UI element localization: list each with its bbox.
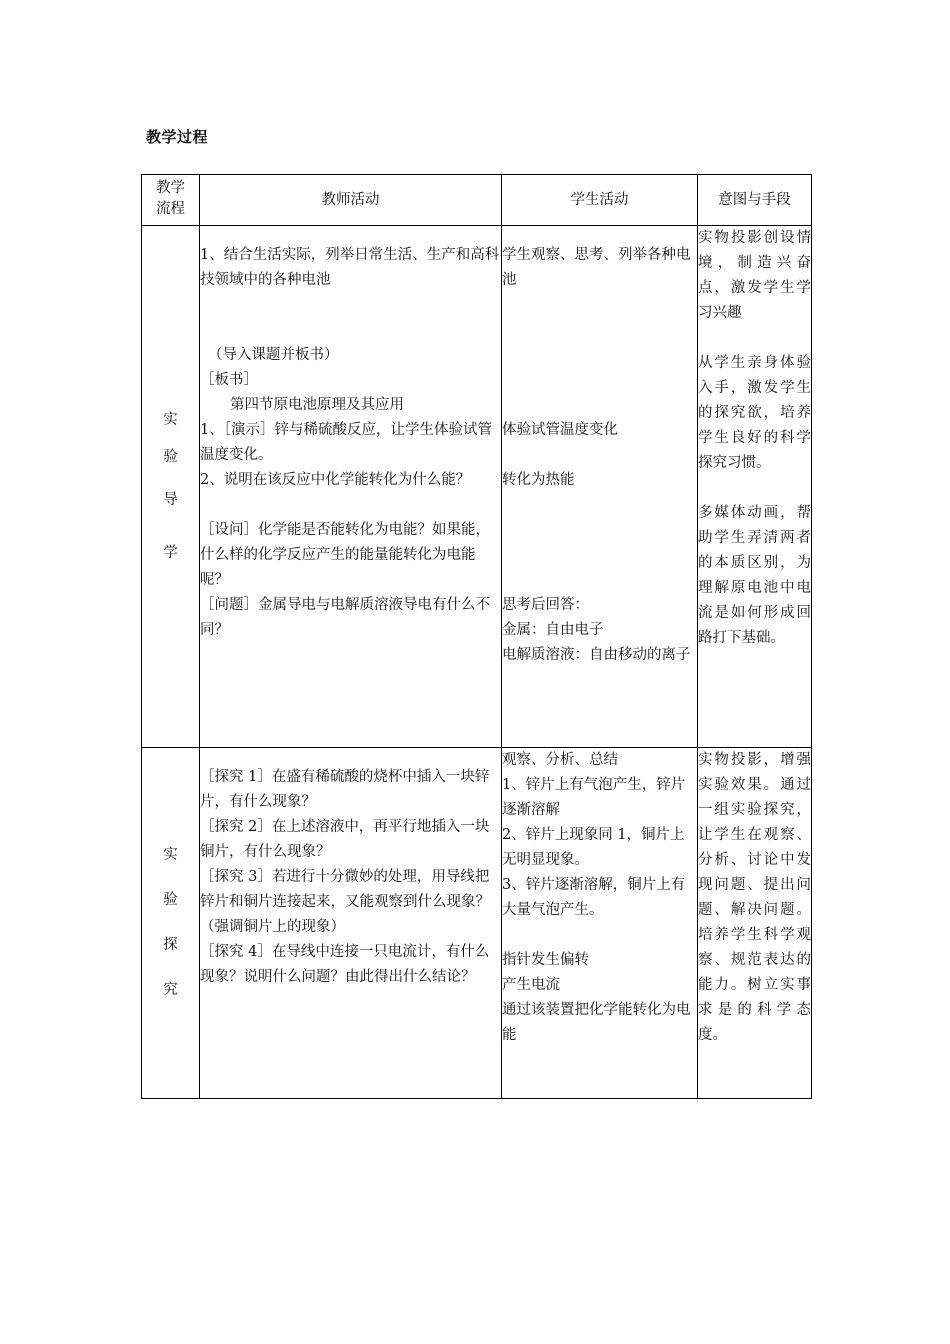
intent-cell	[698, 226, 812, 748]
student-item: 电解质溶液：自由移动的离子	[502, 647, 691, 663]
header-intent: 意图与手段	[698, 175, 812, 226]
student-item: 产生电流	[502, 977, 560, 993]
teacher-item: ［探究 1］在盛有稀硫酸的烧杯中插入一块锌片，有什么现象？	[200, 769, 490, 810]
intent-item: 实物投影，增强实验效果。通过一组实验探究，让学生在观察、分析、讨论中发现问题、提出问题、解决问题。培养学生科学观察、规范表达的能力。树立实事求是的科学态度。	[698, 752, 811, 1043]
student-activity-cell	[502, 226, 698, 748]
teacher-item: ［板书］	[200, 372, 258, 388]
stage-cell: 实 验 探 究	[142, 748, 200, 1099]
student-item: 指针发生偏转	[502, 952, 589, 968]
intent-item: 多媒体动画，帮助学生弄清两者的本质区别，为理解原电池中电流是如何形成回路打下基础。	[698, 505, 811, 646]
student-item: 转化为热能	[502, 472, 575, 488]
student-item: 1、锌片上有气泡产生，锌片逐渐溶解	[502, 777, 686, 818]
teacher-item: 1、结合生活实际，列举日常生活、生产和高科技领域中的各种电池	[200, 247, 500, 288]
student-item: 3、锌片逐渐溶解，铜片上有大量气泡产生。	[502, 877, 686, 918]
teacher-item: （导入课题并板书）	[208, 347, 339, 363]
header-stage: 教学流程	[142, 175, 200, 226]
student-item: 通过该装置把化学能转化为电能	[502, 1002, 691, 1043]
teacher-item: ［问题］金属导电与电解质溶液导电有什么不同？	[200, 597, 490, 638]
table-row	[142, 748, 812, 1099]
section-heading: 教学过程	[146, 128, 209, 146]
student-item: 学生观察、思考、列举各种电池	[502, 247, 691, 288]
header-student: 学生活动	[502, 175, 698, 226]
table-header-row	[142, 175, 812, 226]
table-row	[142, 226, 812, 748]
intent-cell	[698, 748, 812, 1099]
header-teacher: 教师活动	[200, 175, 502, 226]
teacher-item: ［探究 2］在上述溶液中，再平行地插入一块铜片，有什么现象？	[200, 819, 490, 860]
student-item: 思考后回答：	[502, 597, 589, 613]
intent-item: 从学生亲身体验入手，激发学生的探究欲，培养学生良好的科学探究习惯。	[698, 355, 811, 471]
teacher-item: ［探究 4］在导线中连接一只电流计，有什么现象？说明什么问题？由此得出什么结论？	[200, 944, 490, 985]
student-activity-cell	[502, 748, 698, 1099]
teacher-item: ［设问］化学能是否能转化为电能？如果能，什么样的化学反应产生的能量能转化为电能呢？	[200, 522, 490, 588]
student-item: 金属：自由电子	[502, 622, 604, 638]
stage-cell: 实 验 导 学	[142, 226, 200, 748]
student-item: 观察、分析、总结	[502, 752, 618, 768]
teacher-item: 2、说明在该反应中化学能转化为什么能？	[200, 472, 471, 488]
teacher-item: ［探究 3］若进行十分微妙的处理，用导线把锌片和铜片连接起来，又能观察到什么现象？（强调铜片上的现象）	[200, 869, 490, 935]
student-item: 2、锌片上现象同 1，铜片上无明显现象。	[502, 827, 685, 868]
teacher-item: 第四节原电池原理及其应用	[230, 397, 404, 413]
intent-item: 实物投影创设情境，制造兴奋点，激发学生学习兴趣	[698, 230, 811, 321]
student-item: 体验试管温度变化	[502, 422, 618, 438]
teaching-process-table	[141, 174, 812, 1099]
teacher-activity-cell	[200, 226, 502, 748]
teacher-activity-cell	[200, 748, 502, 1099]
teacher-item: 1、［演示］锌与稀硫酸反应，让学生体验试管温度变化。	[200, 422, 492, 463]
